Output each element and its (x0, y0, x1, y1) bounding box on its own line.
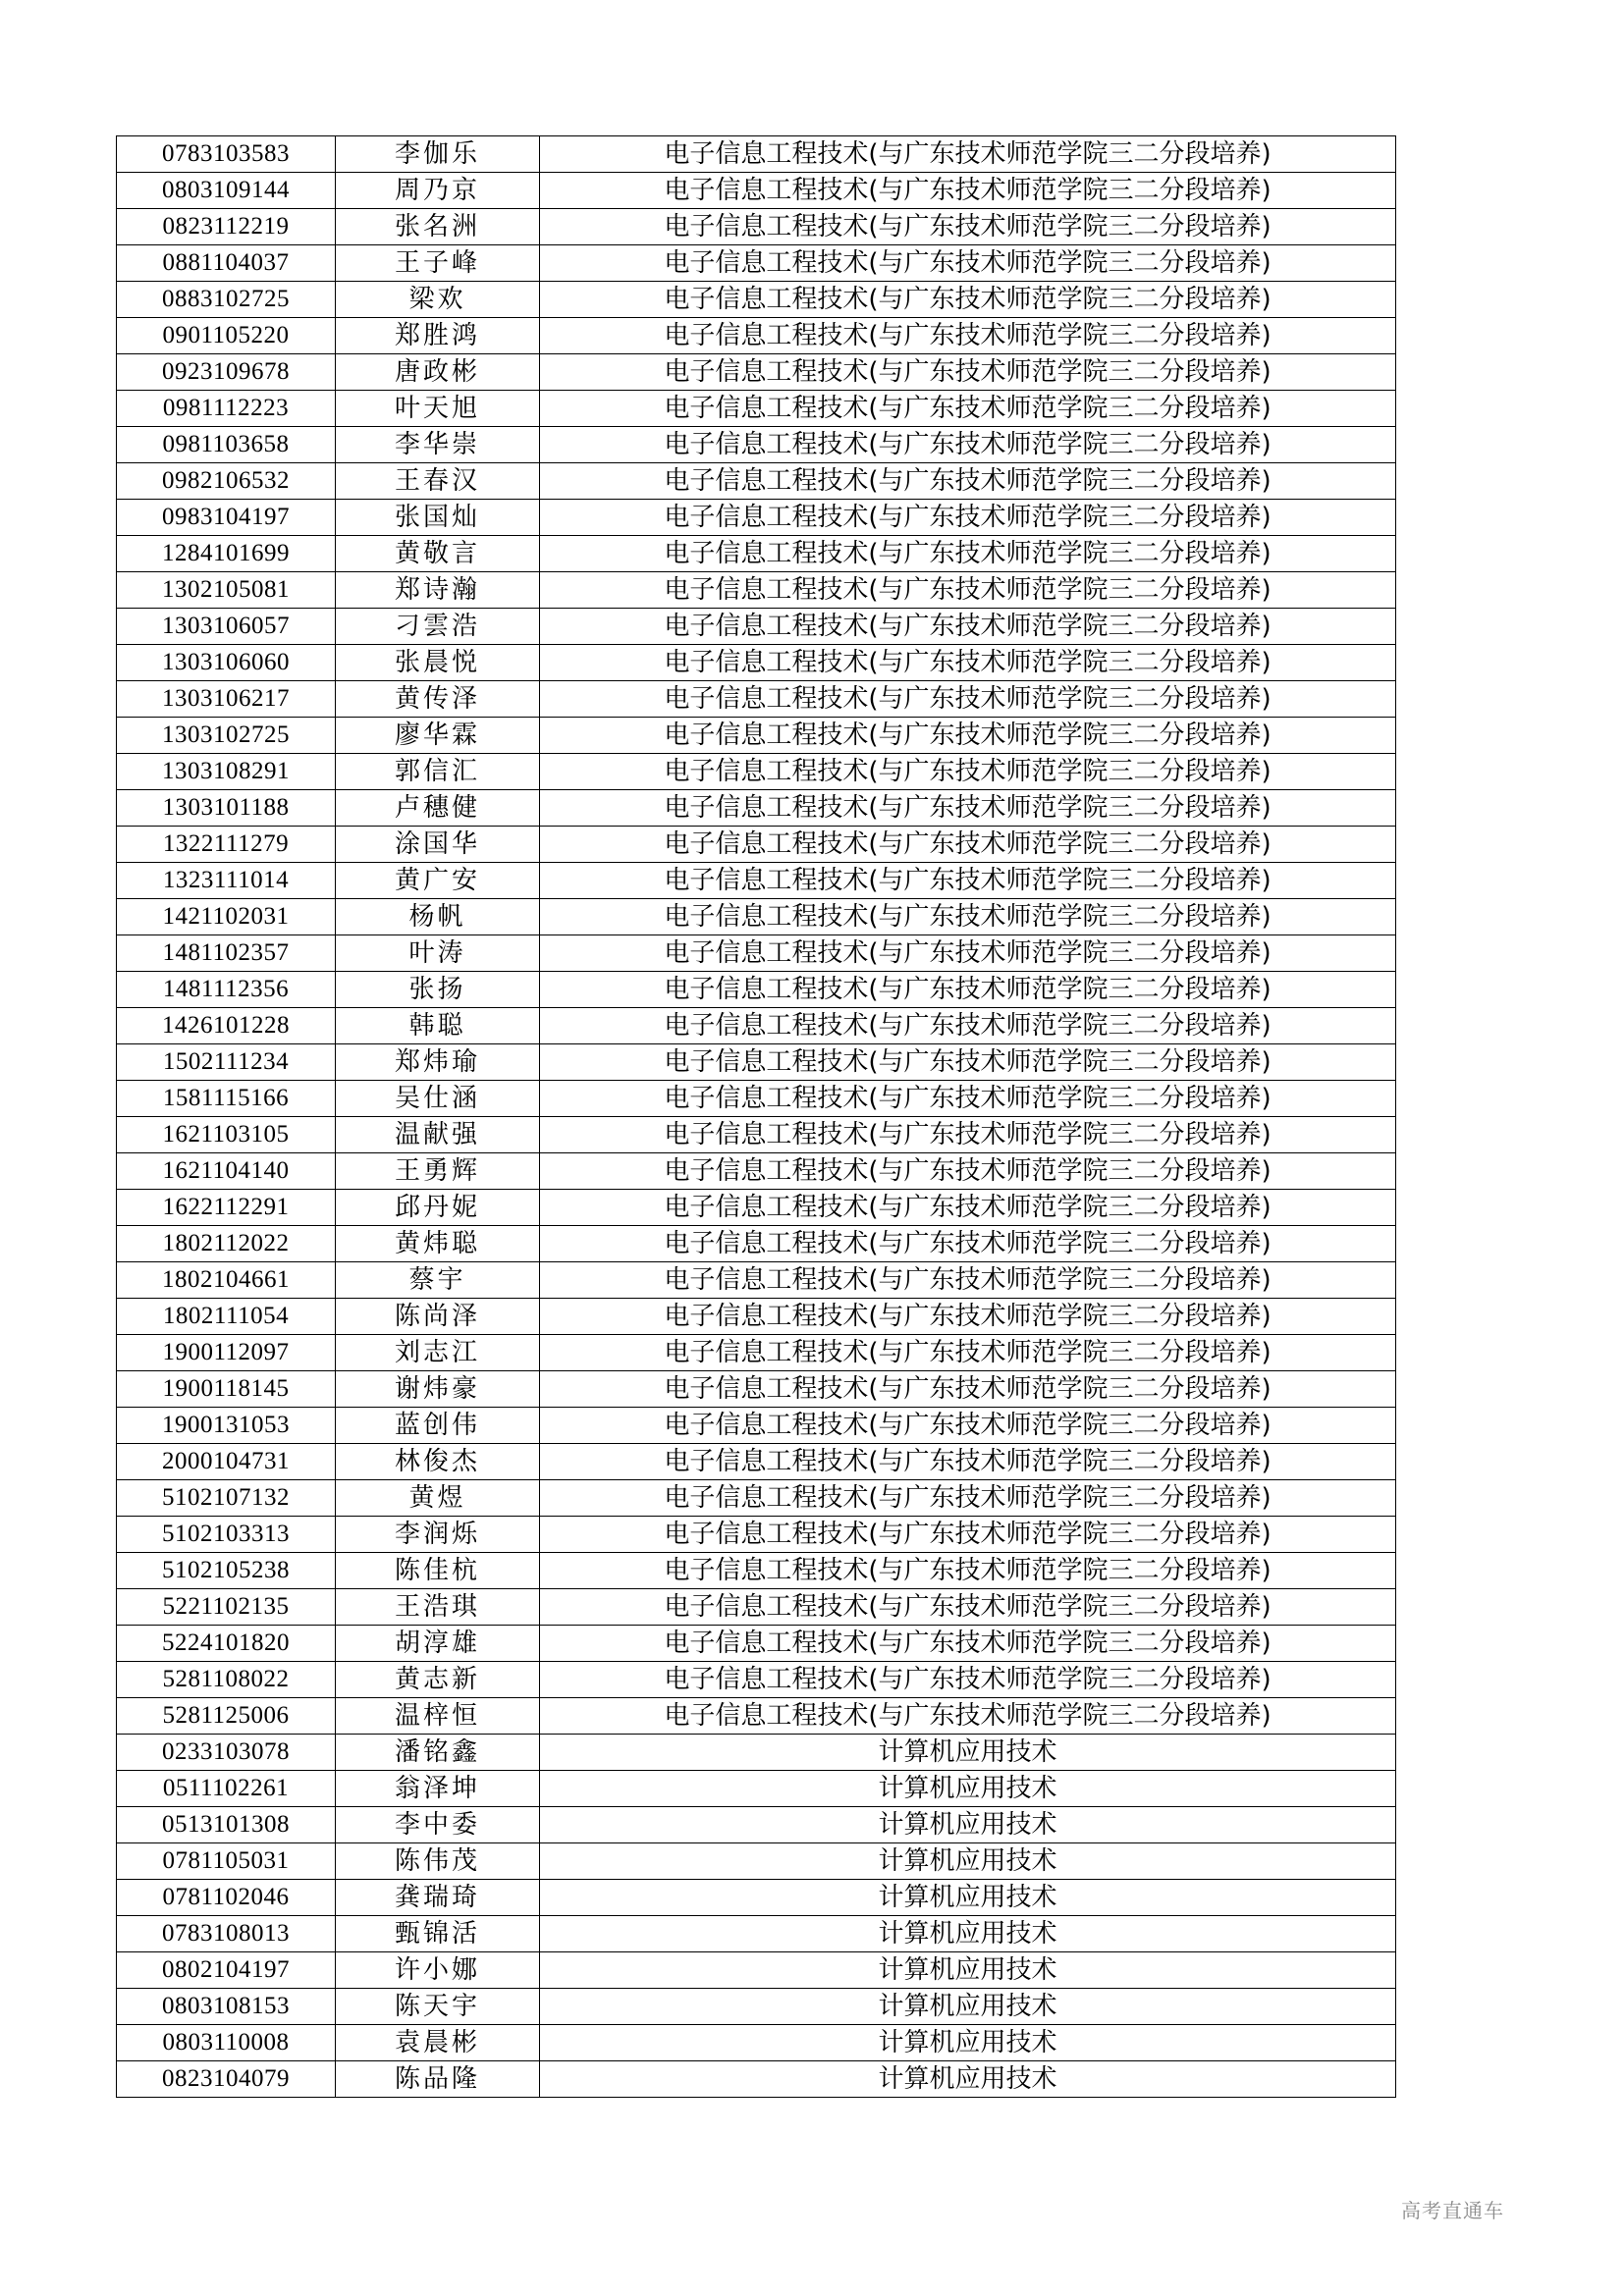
candidate-id-cell: 0783103583 (117, 136, 336, 173)
candidate-id-cell: 1802111054 (117, 1299, 336, 1335)
candidate-name-cell: 王勇辉 (336, 1153, 540, 1190)
candidate-id-cell: 0881104037 (117, 245, 336, 282)
program-name-cell: 电子信息工程技术(与广东技术师范学院三二分段培养) (540, 427, 1396, 463)
program-name-cell: 计算机应用技术 (540, 1735, 1396, 1771)
table-row (117, 1916, 1396, 1952)
program-name-cell: 电子信息工程技术(与广东技术师范学院三二分段培养) (540, 1153, 1396, 1190)
program-name-cell: 电子信息工程技术(与广东技术师范学院三二分段培养) (540, 754, 1396, 790)
table-row (117, 754, 1396, 790)
candidate-id-cell: 1900118145 (117, 1371, 336, 1408)
program-name-cell: 电子信息工程技术(与广东技术师范学院三二分段培养) (540, 681, 1396, 718)
candidate-name-cell: 郭信汇 (336, 754, 540, 790)
program-name-cell: 电子信息工程技术(与广东技术师范学院三二分段培养) (540, 935, 1396, 972)
table-row (117, 1262, 1396, 1299)
program-name-cell: 电子信息工程技术(与广东技术师范学院三二分段培养) (540, 1117, 1396, 1153)
table-row (117, 1044, 1396, 1081)
candidate-id-cell: 1622112291 (117, 1190, 336, 1226)
table-row (117, 1226, 1396, 1262)
table-row (117, 282, 1396, 318)
table-row (117, 427, 1396, 463)
candidate-name-cell: 杨帆 (336, 899, 540, 935)
table-row (117, 318, 1396, 354)
program-name-cell: 计算机应用技术 (540, 2061, 1396, 2098)
candidate-name-cell: 谢炜豪 (336, 1371, 540, 1408)
candidate-id-cell: 0513101308 (117, 1807, 336, 1843)
candidate-id-cell: 1303106060 (117, 645, 336, 681)
candidate-id-cell: 1426101228 (117, 1008, 336, 1044)
table-row (117, 354, 1396, 391)
candidate-id-cell: 0823104079 (117, 2061, 336, 2098)
candidate-id-cell: 0883102725 (117, 282, 336, 318)
candidate-id-cell: 0781102046 (117, 1880, 336, 1916)
candidate-name-cell: 李润烁 (336, 1517, 540, 1553)
candidate-name-cell: 李华崇 (336, 427, 540, 463)
candidate-id-cell: 0511102261 (117, 1771, 336, 1807)
table-row (117, 1008, 1396, 1044)
table-row (117, 1662, 1396, 1698)
table-row (117, 645, 1396, 681)
program-name-cell: 电子信息工程技术(与广东技术师范学院三二分段培养) (540, 645, 1396, 681)
candidate-name-cell: 陈天宇 (336, 1989, 540, 2025)
candidate-name-cell: 王浩琪 (336, 1589, 540, 1626)
program-name-cell: 电子信息工程技术(与广东技术师范学院三二分段培养) (540, 827, 1396, 863)
candidate-name-cell: 黄煜 (336, 1480, 540, 1517)
candidate-id-cell: 0981103658 (117, 427, 336, 463)
candidate-name-cell: 张国灿 (336, 500, 540, 536)
table-row (117, 1190, 1396, 1226)
table-row (117, 1843, 1396, 1880)
table-row (117, 790, 1396, 827)
table-row (117, 1117, 1396, 1153)
program-name-cell: 电子信息工程技术(与广东技术师范学院三二分段培养) (540, 1044, 1396, 1081)
table-row (117, 173, 1396, 209)
table-row (117, 863, 1396, 899)
program-name-cell: 电子信息工程技术(与广东技术师范学院三二分段培养) (540, 463, 1396, 500)
candidate-name-cell: 黄敬言 (336, 536, 540, 572)
program-name-cell: 电子信息工程技术(与广东技术师范学院三二分段培养) (540, 1190, 1396, 1226)
candidate-id-cell: 0901105220 (117, 318, 336, 354)
program-name-cell: 电子信息工程技术(与广东技术师范学院三二分段培养) (540, 245, 1396, 282)
candidate-name-cell: 张扬 (336, 972, 540, 1008)
table-row (117, 1626, 1396, 1662)
candidate-name-cell: 涂国华 (336, 827, 540, 863)
program-name-cell: 电子信息工程技术(与广东技术师范学院三二分段培养) (540, 718, 1396, 754)
candidate-id-cell: 1581115166 (117, 1081, 336, 1117)
candidate-name-cell: 邱丹妮 (336, 1190, 540, 1226)
candidate-name-cell: 陈品隆 (336, 2061, 540, 2098)
candidate-name-cell: 吴仕涵 (336, 1081, 540, 1117)
candidate-name-cell: 陈伟茂 (336, 1843, 540, 1880)
program-name-cell: 计算机应用技术 (540, 1843, 1396, 1880)
candidate-name-cell: 郑炜瑜 (336, 1044, 540, 1081)
program-name-cell: 电子信息工程技术(与广东技术师范学院三二分段培养) (540, 1589, 1396, 1626)
program-name-cell: 电子信息工程技术(与广东技术师范学院三二分段培养) (540, 899, 1396, 935)
candidate-name-cell: 王子峰 (336, 245, 540, 282)
program-name-cell: 电子信息工程技术(与广东技术师范学院三二分段培养) (540, 1408, 1396, 1444)
program-name-cell: 电子信息工程技术(与广东技术师范学院三二分段培养) (540, 790, 1396, 827)
program-name-cell: 计算机应用技术 (540, 1952, 1396, 1989)
candidate-name-cell: 李伽乐 (336, 136, 540, 173)
candidate-id-cell: 1481102357 (117, 935, 336, 972)
program-name-cell: 电子信息工程技术(与广东技术师范学院三二分段培养) (540, 1081, 1396, 1117)
candidate-name-cell: 卢穗健 (336, 790, 540, 827)
program-name-cell: 电子信息工程技术(与广东技术师范学院三二分段培养) (540, 1335, 1396, 1371)
candidate-name-cell: 叶涛 (336, 935, 540, 972)
program-name-cell: 电子信息工程技术(与广东技术师范学院三二分段培养) (540, 1226, 1396, 1262)
program-name-cell: 电子信息工程技术(与广东技术师范学院三二分段培养) (540, 282, 1396, 318)
table-row (117, 463, 1396, 500)
table-row (117, 245, 1396, 282)
program-name-cell: 计算机应用技术 (540, 1771, 1396, 1807)
candidate-id-cell: 0803109144 (117, 173, 336, 209)
candidate-id-cell: 5102103313 (117, 1517, 336, 1553)
candidate-name-cell: 刁雲浩 (336, 609, 540, 645)
candidate-id-cell: 5281125006 (117, 1698, 336, 1735)
table-row (117, 827, 1396, 863)
candidate-id-cell: 1900131053 (117, 1408, 336, 1444)
program-name-cell: 计算机应用技术 (540, 1989, 1396, 2025)
table-row (117, 1735, 1396, 1771)
program-name-cell: 电子信息工程技术(与广东技术师范学院三二分段培养) (540, 209, 1396, 245)
program-name-cell: 电子信息工程技术(与广东技术师范学院三二分段培养) (540, 1517, 1396, 1553)
table-row (117, 1553, 1396, 1589)
candidate-id-cell: 1303106217 (117, 681, 336, 718)
program-name-cell: 电子信息工程技术(与广东技术师范学院三二分段培养) (540, 863, 1396, 899)
candidate-name-cell: 张晨悦 (336, 645, 540, 681)
candidate-id-cell: 0781105031 (117, 1843, 336, 1880)
candidate-name-cell: 袁晨彬 (336, 2025, 540, 2061)
candidate-id-cell: 5102105238 (117, 1553, 336, 1589)
candidate-id-cell: 0982106532 (117, 463, 336, 500)
program-name-cell: 电子信息工程技术(与广东技术师范学院三二分段培养) (540, 1553, 1396, 1589)
table-row (117, 1589, 1396, 1626)
program-name-cell: 电子信息工程技术(与广东技术师范学院三二分段培养) (540, 1371, 1396, 1408)
table-row (117, 1081, 1396, 1117)
table-row (117, 1698, 1396, 1735)
candidate-name-cell: 梁欢 (336, 282, 540, 318)
roster-table-body (117, 136, 1396, 2098)
candidate-name-cell: 王春汉 (336, 463, 540, 500)
table-row (117, 718, 1396, 754)
program-name-cell: 电子信息工程技术(与广东技术师范学院三二分段培养) (540, 500, 1396, 536)
table-row (117, 1880, 1396, 1916)
program-name-cell: 电子信息工程技术(与广东技术师范学院三二分段培养) (540, 1698, 1396, 1735)
candidate-id-cell: 0803108153 (117, 1989, 336, 2025)
candidate-name-cell: 李中委 (336, 1807, 540, 1843)
candidate-name-cell: 甄锦活 (336, 1916, 540, 1952)
candidate-name-cell: 翁泽坤 (336, 1771, 540, 1807)
candidate-name-cell: 蔡宇 (336, 1262, 540, 1299)
table-row (117, 2025, 1396, 2061)
candidate-id-cell: 0803110008 (117, 2025, 336, 2061)
candidate-id-cell: 1303102725 (117, 718, 336, 754)
program-name-cell: 电子信息工程技术(与广东技术师范学院三二分段培养) (540, 1480, 1396, 1517)
candidate-id-cell: 1900112097 (117, 1335, 336, 1371)
table-row (117, 1989, 1396, 2025)
table-row (117, 572, 1396, 609)
table-row (117, 1153, 1396, 1190)
candidate-id-cell: 1621103105 (117, 1117, 336, 1153)
program-name-cell: 电子信息工程技术(与广东技术师范学院三二分段培养) (540, 1299, 1396, 1335)
candidate-name-cell: 龚瑞琦 (336, 1880, 540, 1916)
candidate-name-cell: 周乃京 (336, 173, 540, 209)
candidate-id-cell: 5102107132 (117, 1480, 336, 1517)
candidate-id-cell: 5221102135 (117, 1589, 336, 1626)
table-row (117, 1480, 1396, 1517)
candidate-name-cell: 潘铭鑫 (336, 1735, 540, 1771)
candidate-name-cell: 黄炜聪 (336, 1226, 540, 1262)
candidate-id-cell: 1322111279 (117, 827, 336, 863)
candidate-name-cell: 叶天旭 (336, 391, 540, 427)
program-name-cell: 计算机应用技术 (540, 2025, 1396, 2061)
candidate-id-cell: 0802104197 (117, 1952, 336, 1989)
candidate-id-cell: 1502111234 (117, 1044, 336, 1081)
program-name-cell: 电子信息工程技术(与广东技术师范学院三二分段培养) (540, 354, 1396, 391)
table-row (117, 500, 1396, 536)
program-name-cell: 电子信息工程技术(与广东技术师范学院三二分段培养) (540, 391, 1396, 427)
candidate-id-cell: 0233103078 (117, 1735, 336, 1771)
program-name-cell: 电子信息工程技术(与广东技术师范学院三二分段培养) (540, 173, 1396, 209)
program-name-cell: 电子信息工程技术(与广东技术师范学院三二分段培养) (540, 972, 1396, 1008)
watermark-label: 高考直通车 (1401, 2199, 1504, 2222)
table-row (117, 609, 1396, 645)
candidate-id-cell: 1802104661 (117, 1262, 336, 1299)
candidate-name-cell: 陈尚泽 (336, 1299, 540, 1335)
roster-table-container (116, 135, 1392, 2098)
admission-roster-table (116, 135, 1396, 2098)
candidate-name-cell: 胡淳雄 (336, 1626, 540, 1662)
candidate-name-cell: 林俊杰 (336, 1444, 540, 1480)
program-name-cell: 电子信息工程技术(与广东技术师范学院三二分段培养) (540, 572, 1396, 609)
table-row (117, 2061, 1396, 2098)
program-name-cell: 电子信息工程技术(与广东技术师范学院三二分段培养) (540, 1008, 1396, 1044)
candidate-name-cell: 韩聪 (336, 1008, 540, 1044)
candidate-id-cell: 1802112022 (117, 1226, 336, 1262)
candidate-id-cell: 0981112223 (117, 391, 336, 427)
candidate-name-cell: 陈佳杭 (336, 1553, 540, 1589)
table-row (117, 681, 1396, 718)
table-row (117, 1517, 1396, 1553)
candidate-id-cell: 1303106057 (117, 609, 336, 645)
candidate-id-cell: 1421102031 (117, 899, 336, 935)
candidate-id-cell: 1284101699 (117, 536, 336, 572)
table-row (117, 1408, 1396, 1444)
candidate-id-cell: 1303101188 (117, 790, 336, 827)
candidate-id-cell: 0923109678 (117, 354, 336, 391)
program-name-cell: 计算机应用技术 (540, 1807, 1396, 1843)
program-name-cell: 电子信息工程技术(与广东技术师范学院三二分段培养) (540, 318, 1396, 354)
candidate-name-cell: 廖华霖 (336, 718, 540, 754)
candidate-name-cell: 黄广安 (336, 863, 540, 899)
candidate-name-cell: 温献强 (336, 1117, 540, 1153)
table-row (117, 1952, 1396, 1989)
candidate-name-cell: 张名洲 (336, 209, 540, 245)
candidate-id-cell: 0783108013 (117, 1916, 336, 1952)
table-row (117, 972, 1396, 1008)
candidate-name-cell: 刘志江 (336, 1335, 540, 1371)
candidate-name-cell: 温梓恒 (336, 1698, 540, 1735)
candidate-id-cell: 1302105081 (117, 572, 336, 609)
table-row (117, 209, 1396, 245)
candidate-id-cell: 5281108022 (117, 1662, 336, 1698)
program-name-cell: 计算机应用技术 (540, 1880, 1396, 1916)
program-name-cell: 电子信息工程技术(与广东技术师范学院三二分段培养) (540, 1444, 1396, 1480)
table-row (117, 1771, 1396, 1807)
candidate-id-cell: 1621104140 (117, 1153, 336, 1190)
table-row (117, 536, 1396, 572)
candidate-id-cell: 1303108291 (117, 754, 336, 790)
table-row (117, 1371, 1396, 1408)
candidate-name-cell: 郑诗瀚 (336, 572, 540, 609)
candidate-id-cell: 1323111014 (117, 863, 336, 899)
table-row (117, 391, 1396, 427)
candidate-id-cell: 0983104197 (117, 500, 336, 536)
table-row (117, 1335, 1396, 1371)
candidate-name-cell: 许小娜 (336, 1952, 540, 1989)
table-row (117, 935, 1396, 972)
candidate-id-cell: 0823112219 (117, 209, 336, 245)
candidate-name-cell: 黄传泽 (336, 681, 540, 718)
program-name-cell: 电子信息工程技术(与广东技术师范学院三二分段培养) (540, 1626, 1396, 1662)
table-row (117, 1807, 1396, 1843)
candidate-name-cell: 唐政彬 (336, 354, 540, 391)
table-row (117, 1444, 1396, 1480)
table-row (117, 136, 1396, 173)
candidate-name-cell: 黄志新 (336, 1662, 540, 1698)
program-name-cell: 电子信息工程技术(与广东技术师范学院三二分段培养) (540, 609, 1396, 645)
program-name-cell: 计算机应用技术 (540, 1916, 1396, 1952)
candidate-id-cell: 5224101820 (117, 1626, 336, 1662)
table-row (117, 1299, 1396, 1335)
program-name-cell: 电子信息工程技术(与广东技术师范学院三二分段培养) (540, 536, 1396, 572)
candidate-name-cell: 郑胜鸿 (336, 318, 540, 354)
program-name-cell: 电子信息工程技术(与广东技术师范学院三二分段培养) (540, 136, 1396, 173)
program-name-cell: 电子信息工程技术(与广东技术师范学院三二分段培养) (540, 1662, 1396, 1698)
candidate-id-cell: 1481112356 (117, 972, 336, 1008)
program-name-cell: 电子信息工程技术(与广东技术师范学院三二分段培养) (540, 1262, 1396, 1299)
candidate-id-cell: 2000104731 (117, 1444, 336, 1480)
table-row (117, 899, 1396, 935)
candidate-name-cell: 蓝创伟 (336, 1408, 540, 1444)
